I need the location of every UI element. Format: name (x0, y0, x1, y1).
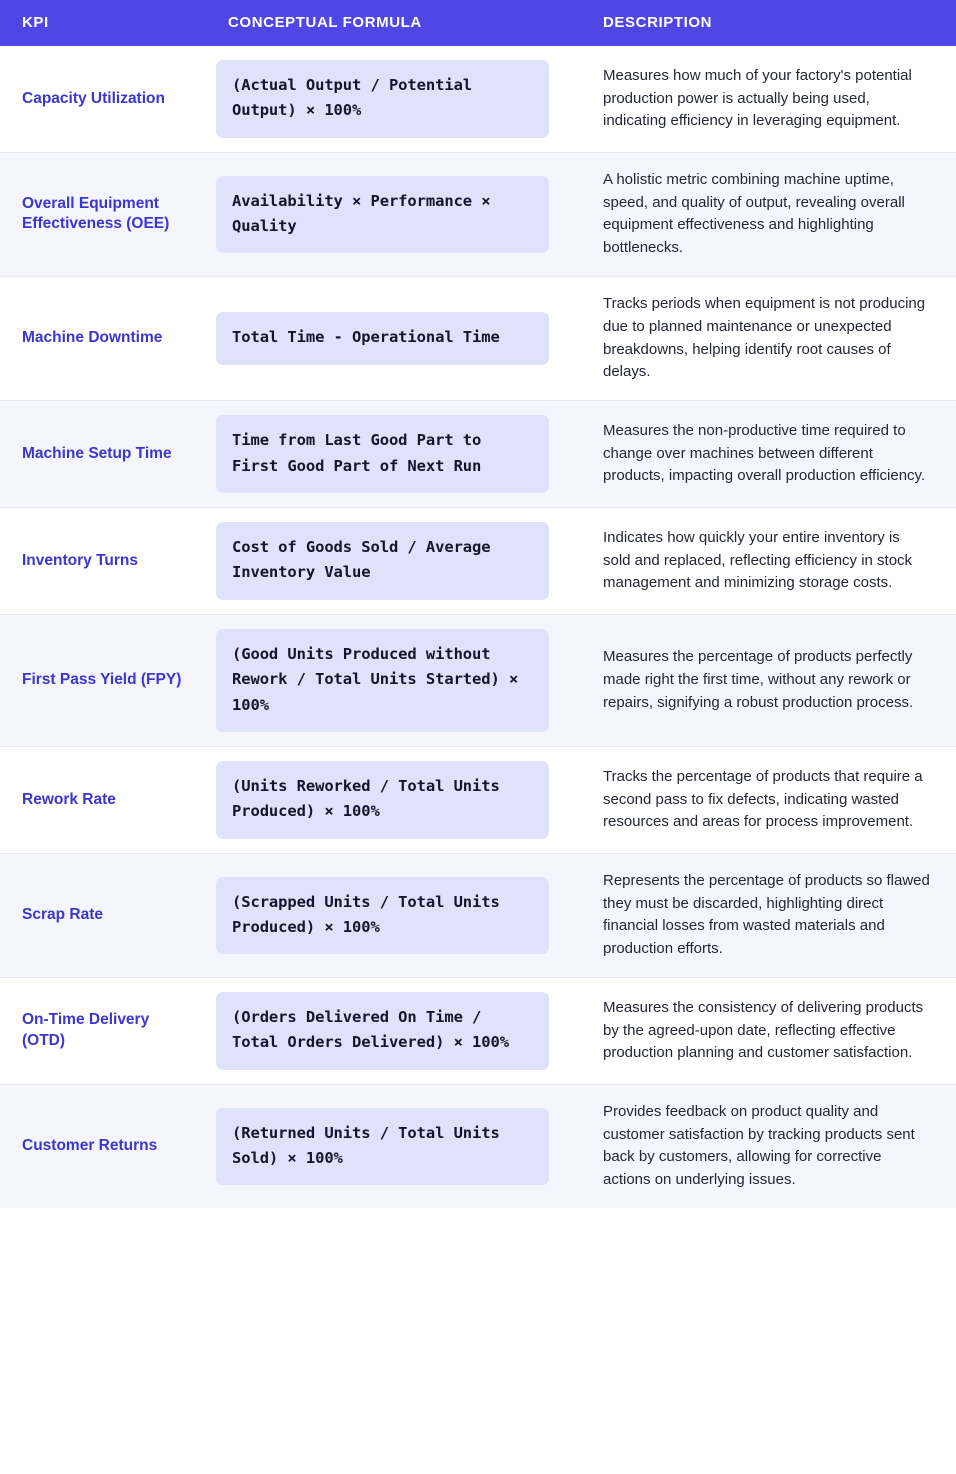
formula-code-block: (Returned Units / Total Units Sold) × 100% (216, 1108, 549, 1186)
kpi-name-cell: Customer Returns (22, 1137, 158, 1155)
formula-code-block: Time from Last Good Part to First Good Part of Next Run (216, 415, 549, 493)
formula-cell (206, 1084, 581, 1208)
table-row (0, 401, 956, 508)
formula-code-block: (Orders Delivered On Time / Total Orders Delivered) × 100% (216, 992, 549, 1070)
table-body (0, 46, 956, 1208)
kpi-name-cell: Machine Setup Time (0, 401, 206, 508)
formula-cell (206, 747, 581, 854)
formula-cell (206, 853, 581, 977)
table-row (0, 277, 956, 401)
description-cell: Measures how much of your factory's potential production power is actually being used, indicating efficiency in leveraging equipment. (581, 46, 956, 152)
kpi-name-cell: Machine Downtime (0, 277, 206, 401)
description-cell: Indicates how quickly your entire inventory is sold and replaced, reflecting efficiency in stock management and minimizing storage costs. (581, 508, 956, 615)
formula-cell (206, 277, 581, 401)
kpi-name-cell: Inventory Turns (0, 508, 206, 615)
table-row (0, 152, 956, 276)
formula-cell (206, 46, 581, 152)
formula-cell (206, 508, 581, 615)
formula-code-block: (Units Reworked / Total Units Produced) × 100% (216, 761, 549, 839)
table-row (0, 508, 956, 615)
table-row (0, 1084, 956, 1208)
kpi-name-cell: Rework Rate (0, 747, 206, 854)
table-header (0, 0, 956, 46)
table-row (0, 853, 956, 977)
description-cell: Provides feedback on product quality and customer satisfaction by tracking products sent back by customers, allowing for corrective actions on underlying issues. (603, 1102, 915, 1189)
description-cell: A holistic metric combining machine uptime, speed, and quality of output, revealing overall equipment effectiveness and highlighting bottlenecks. (581, 152, 956, 276)
formula-cell (206, 614, 581, 746)
column-header-formula: CONCEPTUAL FORMULA (206, 0, 581, 46)
description-cell: Measures the consistency of delivering products by the agreed-upon date, reflecting effective production planning and customer satisfaction. (581, 978, 956, 1085)
description-cell: Measures the percentage of products perfectly made right the first time, without any rework or repairs, signifying a robust production process. (581, 614, 956, 746)
formula-cell (206, 978, 581, 1085)
formula-code-block: (Actual Output / Potential Output) × 100% (216, 60, 549, 138)
formula-code-block: (Good Units Produced without Rework / Total Units Started) × 100% (216, 629, 549, 732)
column-header-kpi: KPI (0, 0, 206, 46)
table-row (0, 978, 956, 1085)
table-row (0, 747, 956, 854)
kpi-name-cell: Capacity Utilization (0, 46, 206, 152)
formula-code-block: Total Time - Operational Time (216, 312, 549, 364)
description-cell: Measures the non-productive time required to change over machines between different products, impacting overall production efficiency. (581, 401, 956, 508)
formula-cell (206, 152, 581, 276)
description-cell: Represents the percentage of products so flawed they must be discarded, highlighting direct financial losses from wasted materials and production efforts. (581, 853, 956, 977)
table-header-row (0, 0, 956, 46)
kpi-name-cell: Overall Equipment Effectiveness (OEE) (0, 152, 206, 276)
formula-code-block: (Scrapped Units / Total Units Produced) × 100% (216, 877, 549, 955)
formula-code-block: Availability × Performance × Quality (216, 176, 549, 254)
kpi-name-cell: Scrap Rate (0, 853, 206, 977)
formula-code-block: Cost of Goods Sold / Average Inventory Value (216, 522, 549, 600)
table-row (0, 46, 956, 152)
formula-cell (206, 401, 581, 508)
table-row (0, 614, 956, 746)
column-header-description: DESCRIPTION (581, 0, 956, 46)
description-cell: Tracks periods when equipment is not producing due to planned maintenance or unexpected breakdowns, helping identify root causes of delays. (581, 277, 956, 401)
kpi-name-cell: First Pass Yield (FPY) (0, 614, 206, 746)
kpi-name-cell: On-Time Delivery (OTD) (0, 978, 206, 1085)
description-cell: Tracks the percentage of products that require a second pass to fix defects, indicating wasted resources and areas for process improvement. (581, 747, 956, 854)
